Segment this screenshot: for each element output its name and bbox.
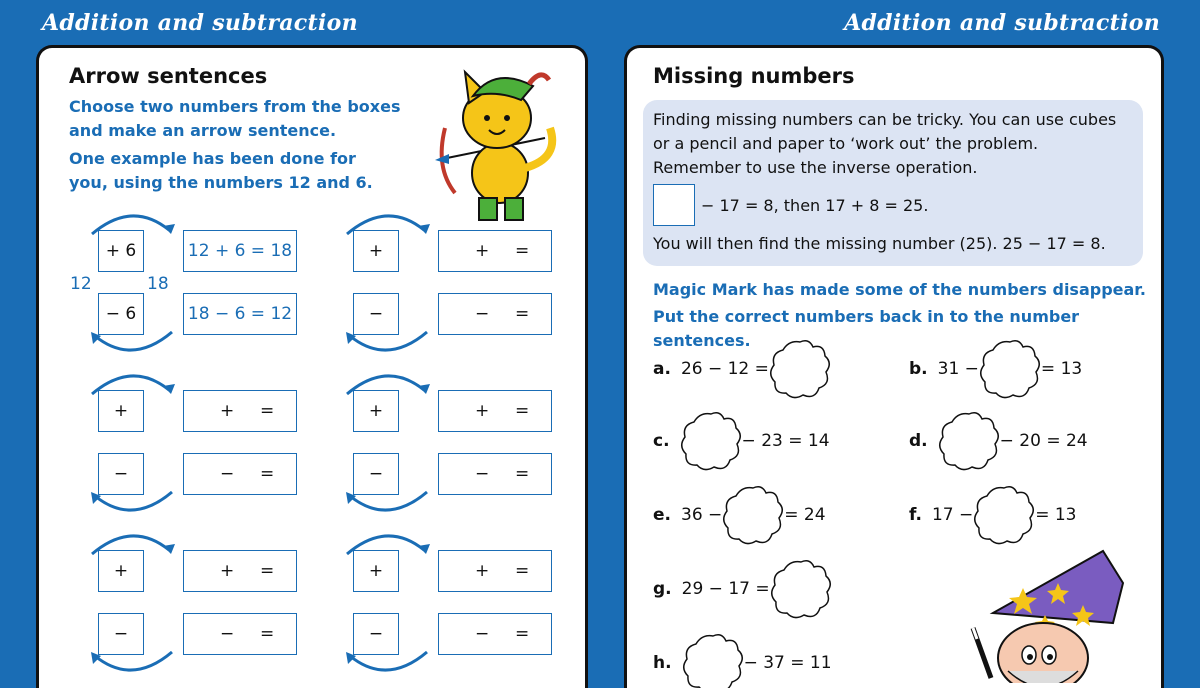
wizard-illustration bbox=[953, 543, 1153, 683]
question-c: c. − 23 = 14 bbox=[653, 410, 830, 472]
question-g: g. 29 − 17 = bbox=[653, 558, 832, 620]
header-right: Addition and subtraction bbox=[844, 10, 1160, 36]
operation-box: + 6 bbox=[98, 230, 144, 272]
cloud-icon[interactable] bbox=[979, 338, 1041, 400]
arc-arrow-icon bbox=[87, 648, 177, 678]
example-equation-add: 12 + 6 = 18 bbox=[183, 230, 297, 272]
operation-box[interactable]: + bbox=[353, 390, 399, 432]
equation-box[interactable]: + = bbox=[438, 550, 552, 592]
cloud-icon[interactable] bbox=[769, 338, 831, 400]
question-f: f. 17 − = 13 bbox=[909, 484, 1077, 546]
question-a: a. 26 − 12 = bbox=[653, 338, 831, 400]
instruction-1: Choose two numbers from the boxes and make an arrow sentence. bbox=[69, 97, 401, 140]
cloud-icon[interactable] bbox=[770, 558, 832, 620]
operation-box[interactable]: + bbox=[353, 230, 399, 272]
question-d: d. − 20 = 24 bbox=[909, 410, 1088, 472]
operation-box[interactable]: − bbox=[353, 293, 399, 335]
info-box bbox=[643, 100, 1143, 266]
question-h: h. − 37 = 11 bbox=[653, 632, 832, 688]
example-equation-subtract: 18 − 6 = 12 bbox=[183, 293, 297, 335]
cloud-icon[interactable] bbox=[680, 410, 742, 472]
arc-arrow-icon bbox=[342, 648, 432, 678]
operation-box[interactable]: − bbox=[353, 453, 399, 495]
info-text-4: You will then find the missing number (25). 25 − 17 = 8. bbox=[653, 234, 1106, 253]
right-page bbox=[624, 45, 1164, 688]
operation-box[interactable]: + bbox=[98, 390, 144, 432]
question-e: e. 36 − = 24 bbox=[653, 484, 826, 546]
left-page-title: Arrow sentences bbox=[69, 64, 268, 88]
left-page bbox=[36, 45, 588, 688]
operation-box[interactable]: + bbox=[98, 550, 144, 592]
equation-box[interactable]: + = bbox=[438, 230, 552, 272]
cloud-icon[interactable] bbox=[682, 632, 744, 688]
operation-box[interactable]: − bbox=[98, 453, 144, 495]
equation-box[interactable]: + = bbox=[183, 390, 297, 432]
end-number: 18 bbox=[147, 274, 169, 294]
operation-box[interactable]: + bbox=[353, 550, 399, 592]
arc-arrow-icon bbox=[342, 328, 432, 358]
cloud-icon[interactable] bbox=[938, 410, 1000, 472]
equation-box[interactable]: − = bbox=[438, 453, 552, 495]
blank-example-box bbox=[653, 184, 695, 226]
header-left: Addition and subtraction bbox=[42, 10, 358, 36]
right-page-title: Missing numbers bbox=[653, 64, 855, 88]
instruction-2: One example has been done for you, using the numbers 12 and 6. bbox=[69, 149, 373, 192]
arc-arrow-icon bbox=[87, 328, 177, 358]
arc-arrow-icon bbox=[87, 488, 177, 518]
arc-arrow-icon bbox=[342, 488, 432, 518]
info-text-1: Finding missing numbers can be tricky. You can use cubes or a pencil and paper to ‘work out’ the problem. bbox=[653, 110, 1117, 153]
operation-box: − 6 bbox=[98, 293, 144, 335]
equation-box[interactable]: − = bbox=[183, 613, 297, 655]
equation-box[interactable]: − = bbox=[183, 453, 297, 495]
equation-box[interactable]: − = bbox=[438, 293, 552, 335]
equation-box[interactable]: − = bbox=[438, 613, 552, 655]
task-text-2: Put the correct numbers back in to the number sentences. bbox=[653, 307, 1080, 350]
equation-box[interactable]: + = bbox=[183, 550, 297, 592]
operation-box[interactable]: − bbox=[353, 613, 399, 655]
start-number: 12 bbox=[70, 274, 92, 294]
archer-cat-illustration bbox=[425, 58, 575, 226]
info-text-3: − 17 = 8, then 17 + 8 = 25. bbox=[701, 196, 929, 215]
cloud-icon[interactable] bbox=[722, 484, 784, 546]
cloud-icon[interactable] bbox=[973, 484, 1035, 546]
equation-box[interactable]: + = bbox=[438, 390, 552, 432]
info-text-2: Remember to use the inverse operation. bbox=[653, 158, 978, 177]
task-text-1: Magic Mark has made some of the numbers disappear. bbox=[653, 280, 1146, 299]
operation-box[interactable]: − bbox=[98, 613, 144, 655]
question-b: b. 31 − = 13 bbox=[909, 338, 1082, 400]
